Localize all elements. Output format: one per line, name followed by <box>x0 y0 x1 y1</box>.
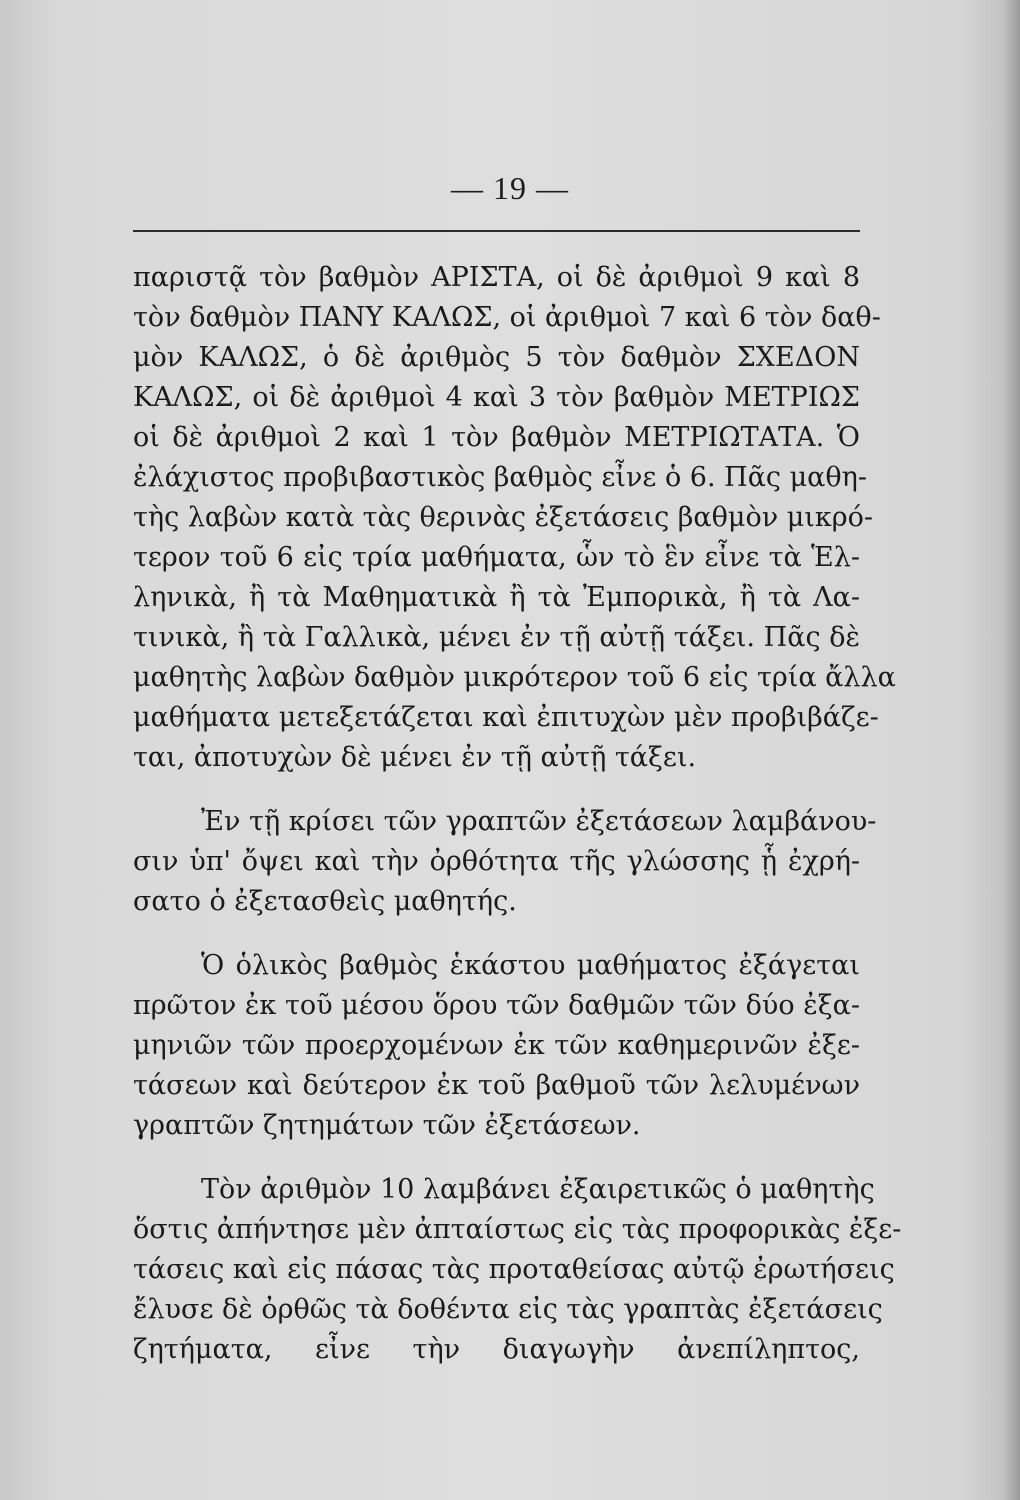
text-line: μὸν ΚΑΛΩΣ, ὁ δὲ ἀριθμὸς 5 τὸν δαθμὸν ΣΧΕΔΟΝ <box>133 342 860 373</box>
text-line: ται, ἀποτυχὼν δὲ μένει ἐν τῇ αὐτῇ τάξει. <box>133 742 697 773</box>
text-line: τάσεων καὶ δεύτερον ἐκ τοῦ βαθμοῦ τῶν λελυμένων <box>133 1070 860 1101</box>
text-line: τὴς λαβὼν κατὰ τὰς θερινὰς ἐξετάσεις βαθμὸν μικρό- <box>133 502 873 533</box>
page-number: — 19 — <box>451 170 569 206</box>
paragraph <box>133 258 896 778</box>
text-line: τάσεις καὶ εἰς πάσας τὰς προταθείσας αὐτῷ ἐρωτήσεις <box>133 1254 895 1285</box>
text-line: πρῶτον ἐκ τοῦ μέσου ὅρου τῶν δαθμῶν τῶν δύο ἐξα- <box>133 990 860 1021</box>
paragraph-gap <box>133 778 860 802</box>
paragraph-gap <box>133 922 860 946</box>
text-line: οἱ δὲ ἀριθμοὶ 2 καὶ 1 τὸν βαθμὸν ΜΕΤΡΙΩΤΑΤΑ. Ὁ <box>133 422 860 453</box>
text-line: τερον τοῦ 6 εἰς τρία μαθήματα, ὧν τὸ ἓν εἶνε τὰ Ἑλ- <box>133 542 860 573</box>
text-line: ληνικὰ, ἢ τὰ Μαθηματικὰ ἢ τὰ Ἐμπορικὰ, ἢ τὰ Λα- <box>133 582 860 613</box>
text-line: παριστᾷ τὸν βαθμὸν ΑΡΙΣΤΑ, οἱ δὲ ἀριθμοὶ 9 καὶ 8 <box>133 262 860 293</box>
text-line: μαθήματα μετεξετάζεται καὶ ἐπιτυχὼν μὲν προβιβάζε- <box>133 702 879 733</box>
text-line: μαθητὴς λαβὼν δαθμὸν μικρότερον τοῦ 6 εἰς τρία ἄλλα <box>133 662 896 693</box>
text-line: ἔλυσε δὲ ὀρθῶς τὰ δοθέντα εἰς τὰς γραπτὰς ἐξετάσεις <box>133 1294 883 1325</box>
text-line: τὸν δαθμὸν ΠΑΝΥ ΚΑΛΩΣ, οἱ ἀριθμοὶ 7 καὶ 6 τὸν δαθ- <box>133 302 881 333</box>
text-line: Ὁ ὁλικὸς βαθμὸς ἑκάστου μαθήματος ἐξάγεται <box>201 950 860 981</box>
paragraph-gap <box>133 1146 860 1170</box>
text-line: τινικὰ, ἢ τὰ Γαλλικὰ, μένει ἐν τῇ αὐτῇ τάξει. Πᾶς δὲ <box>133 622 860 653</box>
text-line: σιν ὑπ' ὄψει καὶ τὴν ὀρθότητα τῆς γλώσσης ᾗ ἐχρή- <box>133 846 860 877</box>
text-line: ζητήματα, εἶνε τὴν διαγωγὴν ἀνεπίληπτος, <box>133 1334 860 1365</box>
paragraph <box>133 802 877 922</box>
paragraph <box>133 1170 902 1370</box>
text-line: Τὸν ἀριθμὸν 10 λαμβάνει ἐξαιρετικῶς ὁ μαθητὴς <box>201 1174 875 1205</box>
paragraph <box>133 946 860 1146</box>
text-line: Ἐν τῇ κρίσει τῶν γραπτῶν ἐξετάσεων λαμβάνου- <box>201 806 877 837</box>
body-text <box>133 258 902 1370</box>
header-rule <box>133 230 860 232</box>
text-line: γραπτῶν ζητημάτων τῶν ἐξετάσεων. <box>133 1110 641 1141</box>
text-line: ἐλάχιστος προβιβαστικὸς βαθμὸς εἶνε ὁ 6. Πᾶς μαθη- <box>133 462 867 493</box>
text-line: ὅστις ἀπήντησε μὲν ἀπταίστως εἰς τὰς προφορικὰς ἐξε- <box>133 1214 902 1245</box>
text-line: μηνιῶν τῶν προερχομένων ἐκ τῶν καθημερινῶν ἐξε- <box>133 1030 860 1061</box>
page-edge-shadow <box>1002 0 1020 1500</box>
text-line: σατο ὁ ἐξετασθεὶς μαθητής. <box>133 886 517 917</box>
text-line: ΚΑΛΩΣ, οἱ δὲ ἀριθμοὶ 4 καὶ 3 τὸν βαθμὸν ΜΕΤΡΙΩΣ <box>133 382 860 413</box>
